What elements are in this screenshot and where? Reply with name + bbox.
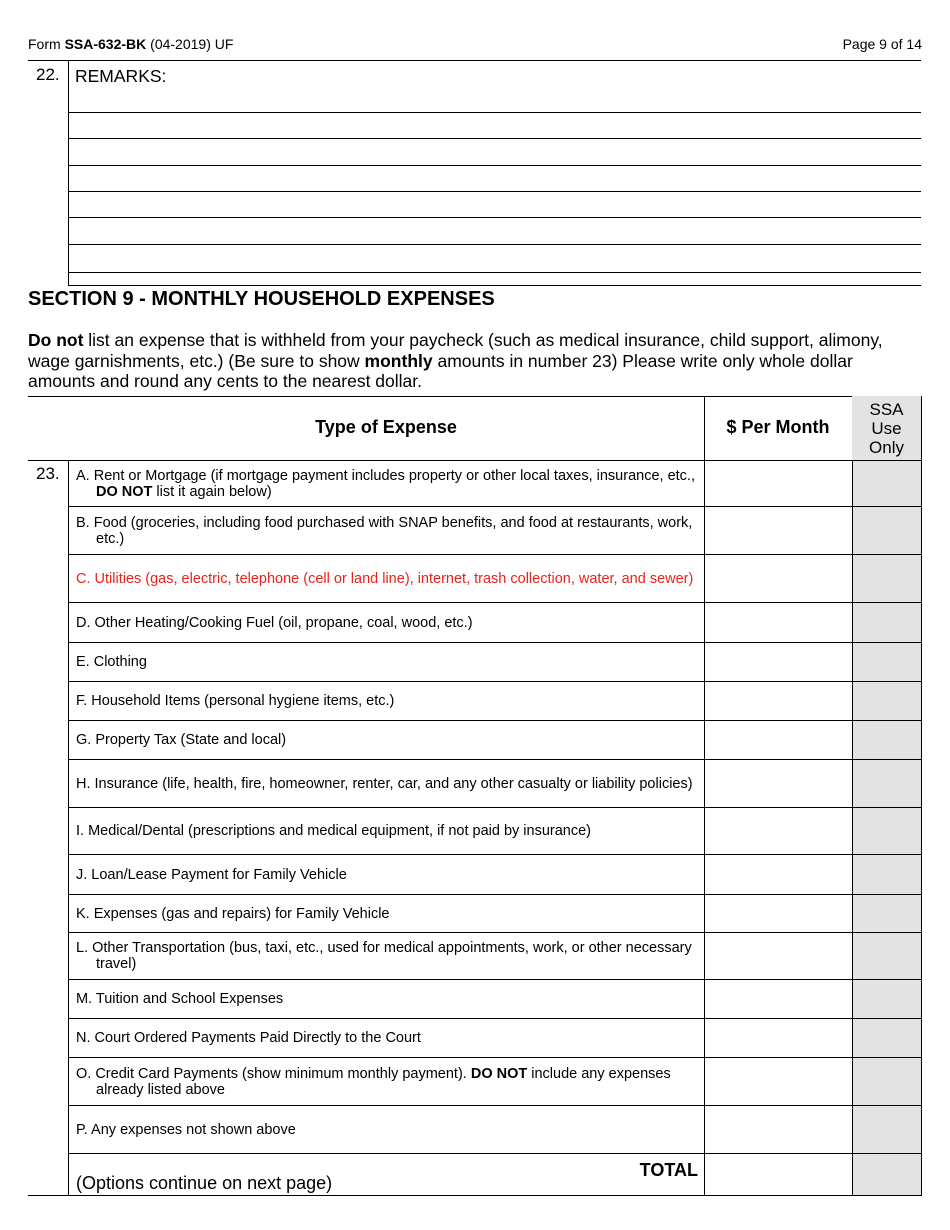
total-label: TOTAL [639,1160,698,1180]
ssa-use-only-cell [853,1106,922,1154]
expense-table [68,460,922,1196]
remarks-line-1[interactable] [70,86,923,112]
amount-input[interactable] [705,774,852,792]
ssa-use-only-cell [853,1019,922,1058]
ssa-use-only-cell [853,895,922,933]
ssa-use-only-cell [853,682,922,721]
question-number: 23. [36,464,60,483]
amount-input[interactable] [705,947,852,965]
remarks-bottom-rule [68,285,921,286]
amount-per-month-field[interactable] [705,682,853,721]
table-top-rule [28,396,921,397]
amount-input[interactable] [705,569,852,587]
amount-per-month-field[interactable] [705,643,853,682]
remarks-rule [68,191,921,192]
continue-note: (Options continue on next page) [76,1173,333,1193]
amount-per-month-field[interactable] [705,1058,853,1106]
ssa-use-only-cell [853,933,922,980]
total-amount-field[interactable] [705,1154,853,1196]
expense-description: L. Other Transportation (bus, taxi, etc., used for medical appointments, work, or other necessary travel) [69,933,705,980]
total-input[interactable] [705,1176,852,1194]
col-header-ssa: SSA Use Only [869,400,904,457]
table-row [69,603,922,643]
amount-input[interactable] [705,865,852,883]
table-row [69,461,922,507]
expense-description: D. Other Heating/Cooking Fuel (oil, propane, coal, wood, etc.) [69,603,705,643]
ssa-use-only-cell [853,808,922,855]
expense-description: G. Property Tax (State and local) [69,721,705,760]
ssa-use-only-cell [853,980,922,1019]
remarks-divider [68,60,69,285]
amount-input[interactable] [705,990,852,1008]
table-row [69,808,922,855]
ssa-use-only-cell [853,507,922,555]
amount-input[interactable] [705,613,852,631]
remarks-line-5[interactable] [70,193,923,219]
header-rule [28,60,921,61]
col-header-amount: $ Per Month [726,417,830,437]
remarks-rule [68,217,921,218]
expense-description: P. Any expenses not shown above [69,1106,705,1154]
remarks-line-4[interactable] [70,167,923,193]
expense-description: H. Insurance (life, health, fire, homeowner, renter, car, and any other casualty or liability policies) [69,760,705,808]
remarks-line-6[interactable] [70,219,923,245]
page-number: Page 9 of 14 [842,36,922,52]
col-divider [921,396,922,460]
table-row [69,1019,922,1058]
expense-description: I. Medical/Dental (prescriptions and medical equipment, if not paid by insurance) [69,808,705,855]
remarks-rule [68,138,921,139]
ssa-use-only-cell [853,461,922,507]
amount-per-month-field[interactable] [705,1019,853,1058]
amount-input[interactable] [705,904,852,922]
remarks-rule [68,112,921,113]
total-label-cell [69,1154,705,1196]
total-row [69,1154,922,1196]
col-header-type: Type of Expense [315,417,457,437]
expense-description: F. Household Items (personal hygiene items, etc.) [69,682,705,721]
table-row [69,507,922,555]
remarks-rule [68,244,921,245]
amount-input[interactable] [705,1072,852,1090]
ssa-use-only-cell [853,760,922,808]
table-row [69,895,922,933]
ssa-use-only-cell [853,643,922,682]
remarks-line-7[interactable] [70,246,923,272]
ssa-use-only-cell [853,555,922,603]
amount-per-month-field[interactable] [705,1106,853,1154]
amount-per-month-field[interactable] [705,933,853,980]
amount-input[interactable] [705,474,852,492]
amount-per-month-field[interactable] [705,603,853,643]
table-bottom-rule [28,1195,68,1196]
form-id: SSA-632-BK [64,36,147,52]
amount-input[interactable] [705,692,852,710]
table-row [69,682,922,721]
expense-description: A. Rent or Mortgage (if mortgage payment includes property or other local taxes, insurance, etc., DO NOT list it again below) [69,461,705,507]
amount-per-month-field[interactable] [705,808,853,855]
table-row [69,855,922,895]
table-row [69,643,922,682]
amount-per-month-field[interactable] [705,895,853,933]
remarks-number: 22. [36,65,60,84]
amount-input[interactable] [705,1029,852,1047]
ssa-use-only-cell [853,1154,922,1196]
amount-per-month-field[interactable] [705,760,853,808]
ssa-use-only-cell [853,603,922,643]
amount-per-month-field[interactable] [705,461,853,507]
form-identifier: Form SSA-632-BK (04-2019) UF [28,36,234,52]
expense-description: K. Expenses (gas and repairs) for Family Vehicle [69,895,705,933]
amount-input[interactable] [705,1120,852,1138]
remarks-label: REMARKS: [75,66,167,86]
amount-input[interactable] [705,653,852,671]
remarks-line-3[interactable] [70,140,923,166]
amount-per-month-field[interactable] [705,721,853,760]
table-row [69,933,922,980]
amount-per-month-field[interactable] [705,980,853,1019]
expense-description: N. Court Ordered Payments Paid Directly to the Court [69,1019,705,1058]
amount-per-month-field[interactable] [705,555,853,603]
amount-per-month-field[interactable] [705,507,853,555]
expense-description: J. Loan/Lease Payment for Family Vehicle [69,855,705,895]
remarks-rule [68,165,921,166]
table-row [69,980,922,1019]
expense-description: M. Tuition and School Expenses [69,980,705,1019]
table-row [69,760,922,808]
expense-description: E. Clothing [69,643,705,682]
amount-input[interactable] [705,822,852,840]
ssa-use-only-cell [853,1058,922,1106]
remarks-line-2[interactable] [70,114,923,140]
section-instructions: Do not list an expense that is withheld from your paycheck (such as medical insurance, child support, alimony, wage garnishments, etc.) (Be sure to show monthly amounts in number 23) Please write only whole dollar amounts and round any cents to the nearest dollar. [28,330,883,391]
section-title: SECTION 9 - MONTHLY HOUSEHOLD EXPENSES [28,288,495,310]
table-row [69,1058,922,1106]
ssa-use-only-cell [853,855,922,895]
expense-description: B. Food (groceries, including food purchased with SNAP benefits, and food at restaurants, work, etc.) [69,507,705,555]
expense-description: O. Credit Card Payments (show minimum monthly payment). DO NOT include any expenses already listed above [69,1058,705,1106]
table-row [69,1106,922,1154]
amount-per-month-field[interactable] [705,855,853,895]
amount-input[interactable] [705,521,852,539]
table-row [69,555,922,603]
remarks-rule [68,272,921,273]
expense-description: C. Utilities (gas, electric, telephone (cell or land line), internet, trash collection, water, and sewer) [69,555,705,603]
amount-input[interactable] [705,731,852,749]
table-row [69,721,922,760]
ssa-use-only-cell [853,721,922,760]
